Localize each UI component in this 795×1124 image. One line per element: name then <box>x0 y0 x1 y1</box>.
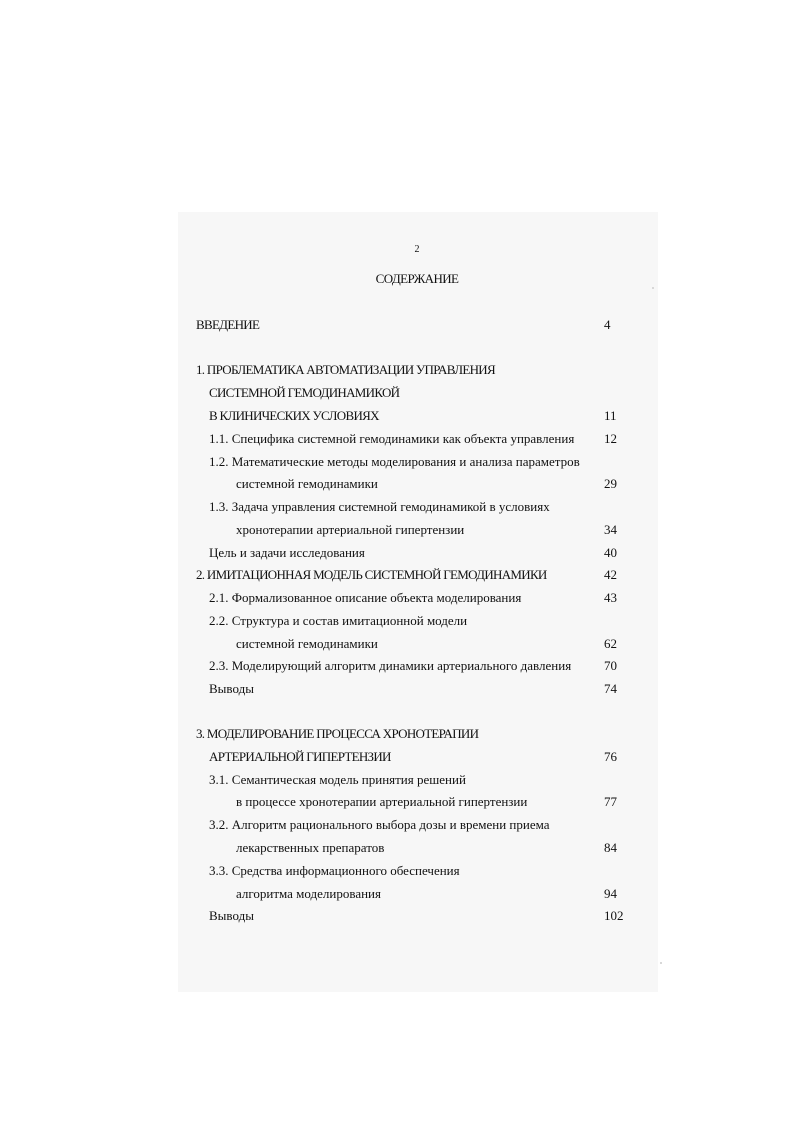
toc-page-1-1: 12 <box>604 431 617 446</box>
toc-entry-1-3-cont: хронотерапии артериальной гипертензии <box>236 522 465 537</box>
toc-entry-intro: ВВЕДЕНИЕ <box>196 317 260 332</box>
toc-entry-3-3: 3.3. Средства информационного обеспечения <box>209 863 460 878</box>
toc-page-2-3: 70 <box>604 658 617 673</box>
toc-page-chapter-1: 11 <box>604 408 617 423</box>
page-number: 2 <box>414 244 420 255</box>
scan-speck <box>660 962 662 964</box>
toc-page-1-3: 34 <box>604 522 617 537</box>
toc-entry-chapter-3: 3. МОДЕЛИРОВАНИЕ ПРОЦЕССА ХРОНОТЕРАПИИ <box>196 726 479 741</box>
toc-page-goals: 40 <box>604 545 617 560</box>
toc-entry-chapter-1-cont: СИСТЕМНОЙ ГЕМОДИНАМИКОЙ <box>209 385 400 400</box>
toc-title: СОДЕРЖАНИЕ <box>375 271 459 286</box>
toc-entry-3-1: 3.1. Семантическая модель принятия решений <box>209 772 466 787</box>
toc-page-intro: 4 <box>604 317 611 332</box>
toc-page-2-2: 62 <box>604 636 617 651</box>
toc-entry-goals: Цель и задачи исследования <box>209 545 365 560</box>
toc-entry-3-2-cont: лекарственных препаратов <box>236 840 385 855</box>
toc-entry-conclusions-3: Выводы <box>209 908 254 923</box>
toc-entry-chapter-3-cont: АРТЕРИАЛЬНОЙ ГИПЕРТЕНЗИИ <box>209 749 391 764</box>
toc-entry-1-1: 1.1. Специфика системной гемодинамики как объекта управления <box>209 431 575 446</box>
toc-entry-3-1-cont: в процессе хронотерапии артериальной гипертензии <box>236 794 528 809</box>
toc-entry-2-3: 2.3. Моделирующий алгоритм динамики артериального давления <box>209 658 572 673</box>
toc-entry-chapter-1: 1. ПРОБЛЕМАТИКА АВТОМАТИЗАЦИИ УПРАВЛЕНИЯ <box>196 362 495 377</box>
toc-entry-2-2-cont: системной гемодинамики <box>236 636 378 651</box>
toc-entry-3-2: 3.2. Алгоритм рационального выбора дозы и времени приема <box>209 817 550 832</box>
toc-entry-2-2: 2.2. Структура и состав имитационной модели <box>209 613 468 628</box>
toc-page-3-1: 77 <box>604 794 617 809</box>
toc-page-chapter-2: 42 <box>604 567 617 582</box>
toc-page-3-3: 94 <box>604 886 617 901</box>
toc-page-conclusions-2: 74 <box>604 681 617 696</box>
toc-page-conclusions-3: 102 <box>604 908 624 923</box>
toc-entry-3-3-cont: алгоритма моделирования <box>236 886 381 901</box>
toc-page-2-1: 43 <box>604 590 617 605</box>
toc-entry-conclusions-2: Выводы <box>209 681 254 696</box>
toc-entry-1-2-cont: системной гемодинамики <box>236 476 378 491</box>
toc-entry-1-3: 1.3. Задача управления системной гемодинамикой в условиях <box>209 499 550 514</box>
scan-speck <box>652 287 654 289</box>
toc-entry-chapter-2: 2. ИМИТАЦИОННАЯ МОДЕЛЬ СИСТЕМНОЙ ГЕМОДИНАМИКИ <box>196 567 547 582</box>
toc-entry-1-2: 1.2. Математические методы моделирования и анализа параметров <box>209 454 580 469</box>
toc-page-1-2: 29 <box>604 476 617 491</box>
toc-entry-chapter-1-cont: В КЛИНИЧЕСКИХ УСЛОВИЯХ <box>209 408 379 423</box>
toc-page-3-2: 84 <box>604 840 617 855</box>
toc-entry-2-1: 2.1. Формализованное описание объекта моделирования <box>209 590 522 605</box>
toc-page-chapter-3: 76 <box>604 749 617 764</box>
